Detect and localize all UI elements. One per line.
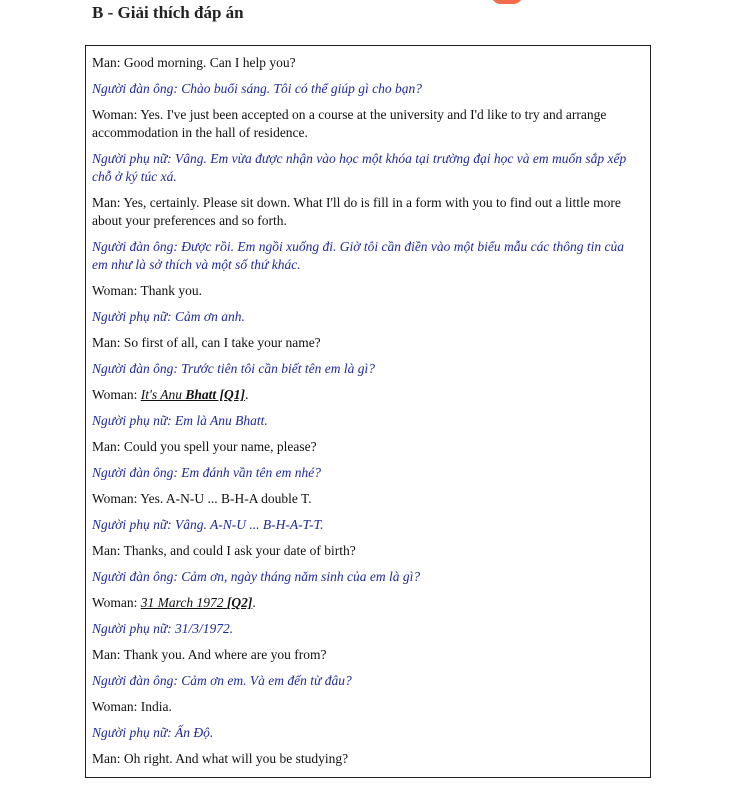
transcript-line: Man: Yes, certainly. Please sit down. What I'll do is fill in a form with you to find out a little more about your preferences and so forth. <box>92 195 621 228</box>
translation-line: Người phụ nữ: Cảm ơn anh. <box>92 309 245 324</box>
answer-text: 31 March 1972 <box>140 595 227 610</box>
translation-line: Người phụ nữ: 31/3/1972. <box>92 621 234 636</box>
decorative-tab-shape <box>491 0 523 4</box>
transcript-line: Man: So first of all, can I take your name? <box>92 335 321 350</box>
answer-suffix: . <box>252 595 256 610</box>
answer-suffix: . <box>245 387 249 402</box>
translation-line: Người phụ nữ: Vâng. Em vừa được nhận vào học một khóa tại trường đại học và em muốn sắp xếp chỗ ở ký túc xá. <box>92 151 627 184</box>
transcript-line: Man: Oh right. And what will you be studying? <box>92 751 349 766</box>
section-heading: B - Giải thích đáp án <box>92 3 244 22</box>
transcript-line: Woman: Yes. I've just been accepted on a course at the university and I'd like to try and arrange accommodation in the hall of residence. <box>92 107 607 140</box>
transcript-box <box>85 45 651 778</box>
translation-line: Người đàn ông: Cảm ơn em. Và em đến từ đâu? <box>92 673 352 688</box>
transcript-line: Man: Thank you. And where are you from? <box>92 647 327 662</box>
answer-key-q2: [Q2] <box>226 595 253 610</box>
transcript-line: Man: Thanks, and could I ask your date of birth? <box>92 543 356 558</box>
translation-line: Người phụ nữ: Em là Anu Bhatt. <box>92 413 268 428</box>
answer-text: It's Anu <box>140 387 186 402</box>
translation-line: Người đàn ông: Cảm ơn, ngày tháng năm sinh của em là gì? <box>92 569 421 584</box>
translation-line: Người phụ nữ: Vâng. A-N-U ... B-H-A-T-T. <box>92 517 324 532</box>
translation-line: Người đàn ông: Chào buổi sáng. Tôi có thể giúp gì cho bạn? <box>92 81 422 96</box>
transcript-line: Man: Good morning. Can I help you? <box>92 55 296 70</box>
speaker-label: Woman: <box>92 387 141 402</box>
answer-key-q1: Bhatt [Q1] <box>185 387 246 402</box>
translation-line: Người đàn ông: Được rồi. Em ngồi xuống đi. Giờ tôi cần điền vào một biểu mẫu các thông tin của em như là sở thích và một số thứ khác. <box>92 239 625 272</box>
translation-line: Người đàn ông: Trước tiên tôi cần biết tên em là gì? <box>92 361 375 376</box>
transcript-line: Woman: Thank you. <box>92 283 203 298</box>
transcript-line: Woman: India. <box>92 699 172 714</box>
transcript-line-answer-q1 <box>92 386 642 404</box>
translation-line: Người phụ nữ: Ấn Độ. <box>92 725 214 740</box>
transcript-line: Woman: Yes. A-N-U ... B-H-A double T. <box>92 491 312 506</box>
speaker-label: Woman: <box>92 595 141 610</box>
transcript-line-answer-q2 <box>92 594 642 612</box>
transcript-line: Man: Could you spell your name, please? <box>92 439 317 454</box>
translation-line: Người đàn ông: Em đánh vần tên em nhé? <box>92 465 322 480</box>
